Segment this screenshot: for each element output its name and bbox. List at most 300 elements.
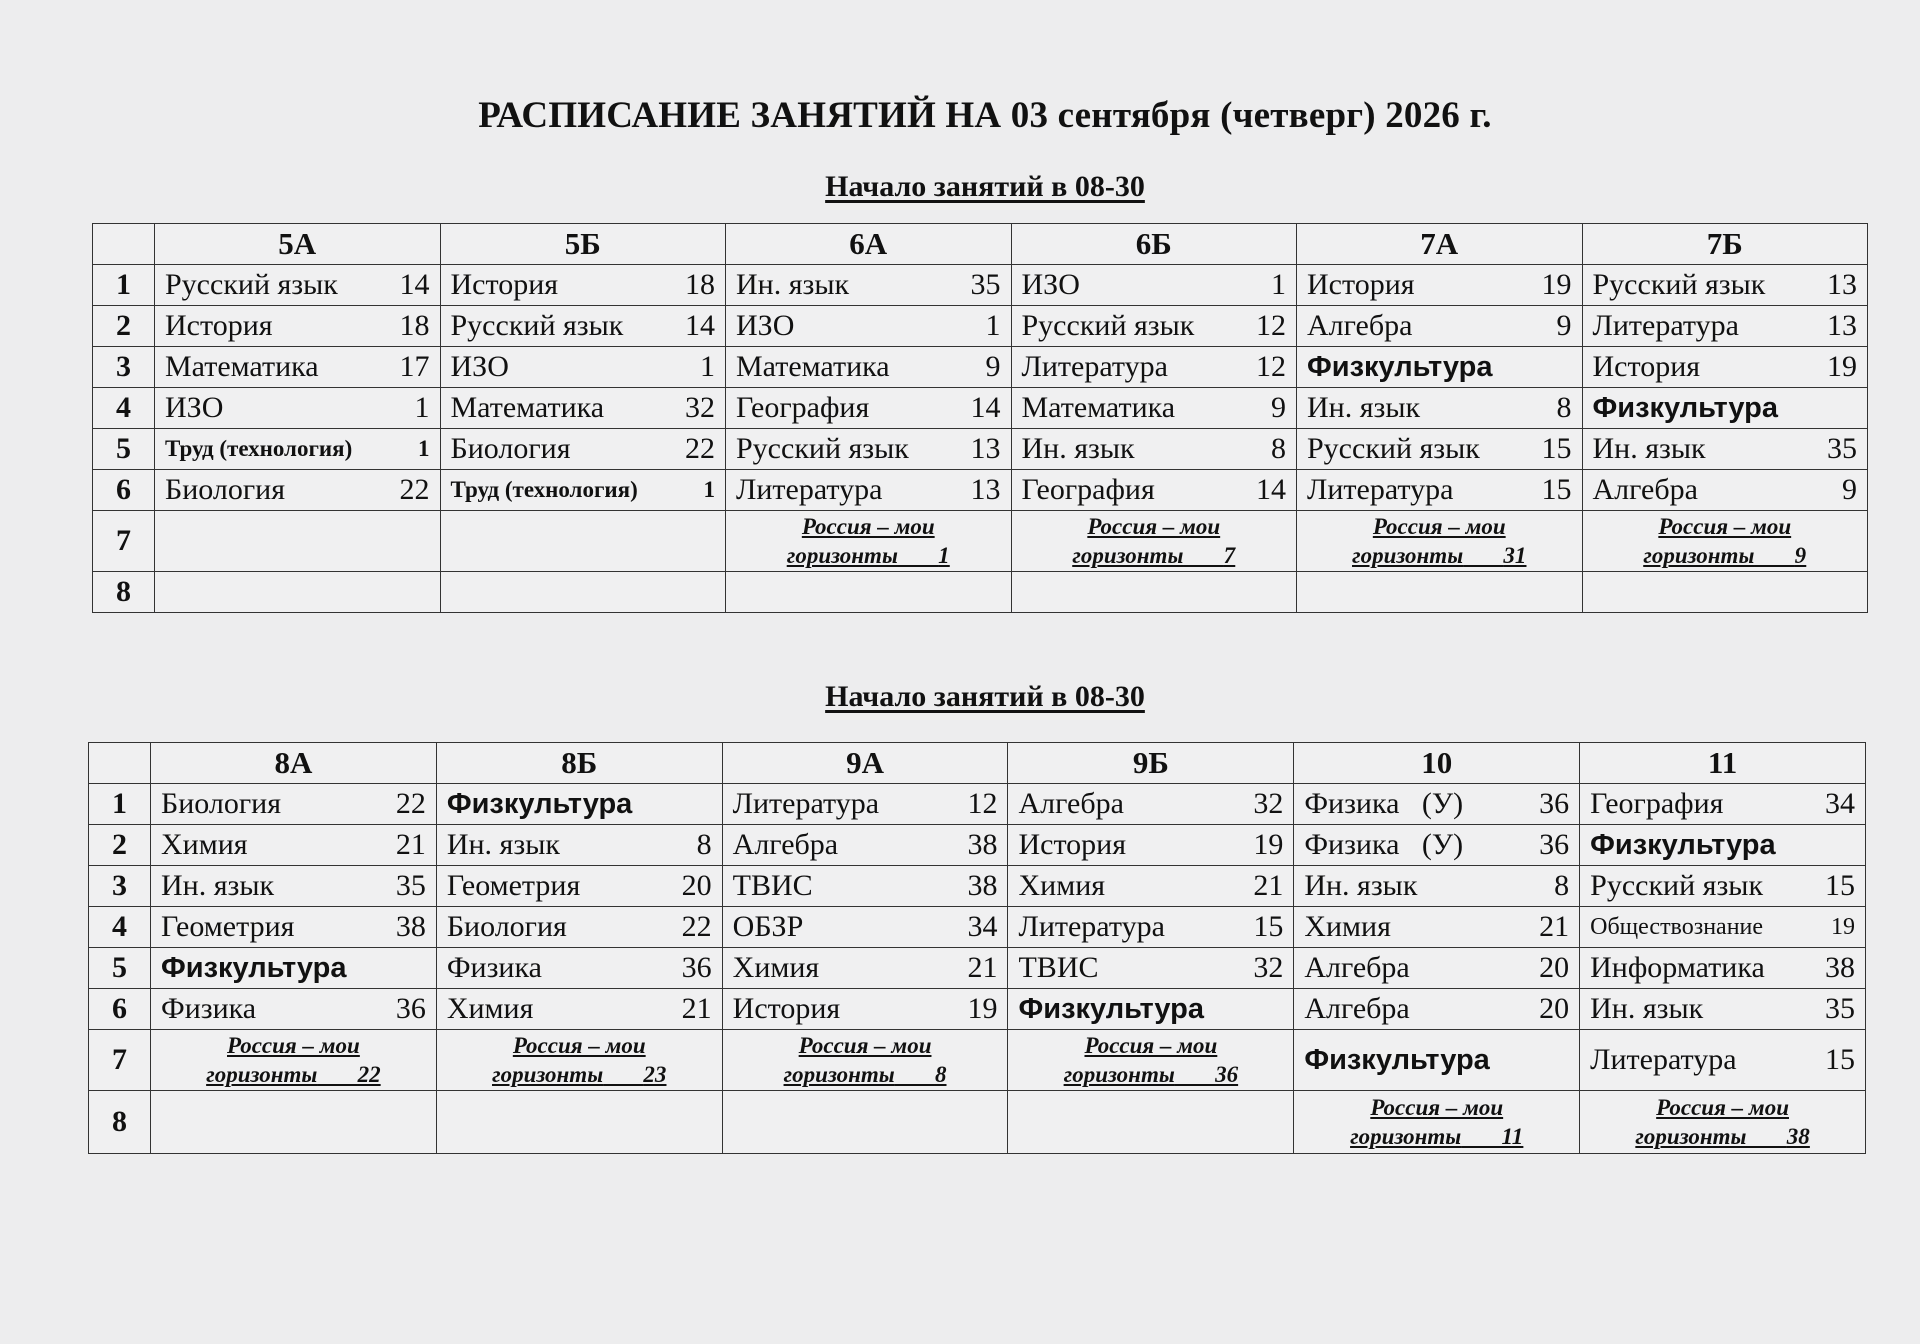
lesson-cell (436, 866, 722, 907)
subject-name: Ин. язык (1590, 992, 1704, 1025)
room-number: 22 (681, 910, 712, 943)
subject-name: Физика (446, 951, 542, 984)
room-number: 1 (414, 391, 430, 424)
subject-name: Ин. язык (161, 869, 275, 902)
lesson (1018, 869, 1283, 903)
lesson-cell (1582, 347, 1868, 388)
lesson-cell (1294, 1030, 1580, 1091)
subject-name: Русский язык (450, 309, 624, 342)
room-number: 1 (985, 309, 1001, 342)
class-header: 8А (151, 743, 437, 784)
lesson-cell (440, 388, 726, 429)
lesson-cell (1294, 784, 1580, 825)
subject-name: Литература (1018, 910, 1165, 943)
lesson-row (93, 572, 1868, 613)
lesson (447, 869, 712, 903)
subject-name: ОБЗР (732, 910, 804, 943)
room-number: 21 (395, 828, 426, 861)
subject-name: Труд (технология) (165, 436, 353, 461)
lesson (1593, 309, 1858, 343)
room-number: 14 (399, 268, 430, 301)
special-lesson-line1: Россия – мои (1656, 1095, 1789, 1120)
lesson-row (89, 948, 1866, 989)
subject-name: Алгебра (1307, 309, 1413, 342)
lesson-cell (151, 784, 437, 825)
lesson-cell (1008, 784, 1294, 825)
lesson (161, 869, 426, 903)
subject-name: ИЗО (165, 391, 224, 424)
subject-name: География (1021, 473, 1155, 506)
room-number: 21 (967, 951, 998, 984)
special-lesson-name: горизонты (1643, 543, 1755, 568)
lesson-row (93, 388, 1868, 429)
lesson (447, 828, 712, 862)
subject-name: Труд (технология) (450, 477, 638, 502)
room-number: 22 (357, 1062, 381, 1087)
lesson-cell (722, 948, 1008, 989)
subject-name: Алгебра (1018, 787, 1124, 820)
subject-name: Физкультура (1592, 391, 1778, 424)
room-number: 20 (1539, 992, 1570, 1025)
page-title: РАСПИСАНИЕ ЗАНЯТИЙ НА 03 сентября (четверг) 2026 г. (478, 95, 1492, 136)
subject-name: Алгебра (1304, 992, 1410, 1025)
special-lesson-line2 (1350, 1122, 1523, 1151)
lesson (736, 350, 1001, 384)
subject-name: Химия (1018, 869, 1106, 902)
subject-name: Алгебра (1304, 951, 1410, 984)
subject-name: Физкультура (1304, 1043, 1490, 1076)
room-number: 12 (1256, 350, 1286, 383)
lesson-cell (440, 429, 726, 470)
lesson-number: 2 (93, 306, 155, 347)
subject-name: Математика (165, 350, 319, 383)
room-number: 13 (970, 473, 1001, 506)
subject-name: Физика (У) (1304, 787, 1464, 820)
subject-name: Информатика (1590, 951, 1765, 984)
lesson-cell (440, 572, 726, 613)
lesson-number: 7 (89, 1030, 151, 1091)
room-number: 18 (399, 309, 430, 342)
room-number: 12 (967, 787, 998, 820)
room-number: 1 (700, 350, 715, 383)
lesson-cell (1294, 948, 1580, 989)
class-header: 6Б (1011, 224, 1297, 265)
lesson (1018, 828, 1283, 862)
subject-name: Алгебра (732, 828, 839, 861)
lesson (1022, 268, 1287, 302)
room-number: 1 (418, 436, 430, 461)
lesson-row (93, 429, 1868, 470)
subject-name: Геометрия (446, 869, 581, 902)
room-number: 15 (1541, 432, 1572, 465)
room-number: 11 (1501, 1124, 1524, 1149)
room-number: 36 (395, 992, 426, 1025)
lesson-cell (1008, 907, 1294, 948)
subject-name: Биология (450, 432, 571, 465)
lesson-cell (1297, 572, 1583, 613)
class-header: 10 (1294, 743, 1580, 784)
special-lesson-line2 (492, 1060, 666, 1089)
lesson (451, 391, 716, 425)
room-number: 34 (1825, 787, 1855, 820)
lesson (736, 473, 1001, 507)
lesson-cell (155, 429, 441, 470)
subject-name: Химия (446, 992, 534, 1025)
lesson-row (93, 347, 1868, 388)
lesson (1304, 992, 1569, 1026)
subject-name: История (450, 268, 559, 301)
subject-name: Ин. язык (1304, 869, 1418, 902)
lesson-row (93, 265, 1868, 306)
lesson-row (89, 866, 1866, 907)
corner-cell (93, 224, 155, 265)
lesson-cell (1011, 265, 1297, 306)
special-lesson-name: горизонты (786, 543, 898, 568)
room-number: 21 (1253, 869, 1284, 902)
lesson-cell (1011, 347, 1297, 388)
subject-name: ИЗО (450, 350, 509, 383)
room-number: 14 (1256, 473, 1286, 506)
lesson (736, 268, 1001, 302)
lesson-cell (440, 347, 726, 388)
lesson (1307, 473, 1572, 507)
start-time-label-2: Начало занятий в 08-30 (825, 680, 1145, 713)
lesson-cell (1294, 989, 1580, 1030)
lesson (1304, 951, 1569, 985)
russia-horizons-lesson (161, 1031, 426, 1089)
subject-name: Ин. язык (736, 268, 850, 301)
room-number: 18 (685, 268, 715, 301)
subject-name: Ин. язык (1307, 391, 1421, 424)
lesson (165, 391, 430, 425)
lesson (165, 268, 430, 302)
lesson (161, 910, 426, 944)
lesson-row (89, 1030, 1866, 1091)
lesson (1304, 910, 1569, 944)
subject-name: Литература (732, 787, 880, 820)
lesson (1307, 309, 1572, 343)
subject-name: ИЗО (736, 309, 795, 342)
lesson-cell (440, 470, 726, 511)
room-number: 21 (1539, 910, 1570, 943)
lesson-cell (1297, 347, 1583, 388)
russia-horizons-lesson (447, 1031, 712, 1089)
lesson-cell (436, 784, 722, 825)
subject-name: История (1592, 350, 1701, 383)
lesson-cell (1580, 989, 1866, 1030)
subject-name: Русский язык (1307, 432, 1480, 465)
lesson-cell (436, 989, 722, 1030)
lesson-cell (1297, 511, 1583, 572)
special-lesson-line1: Россия – мои (512, 1033, 646, 1058)
russia-horizons-lesson (1022, 512, 1287, 570)
subject-name: Русский язык (1021, 309, 1195, 342)
lesson-row (93, 470, 1868, 511)
special-lesson-line2 (1072, 541, 1235, 570)
room-number: 22 (399, 473, 430, 506)
lesson-number: 8 (89, 1091, 151, 1154)
lesson-cell (1580, 784, 1866, 825)
lesson-cell (726, 429, 1012, 470)
subject-name: Алгебра (1592, 473, 1698, 506)
subject-name: Химия (1304, 910, 1391, 943)
subject-name: География (1590, 787, 1724, 820)
room-number: 13 (970, 432, 1001, 465)
lesson (733, 992, 998, 1026)
class-header: 5А (155, 224, 441, 265)
room-number: 19 (1541, 268, 1572, 301)
room-number: 34 (967, 910, 998, 943)
lesson-cell (155, 347, 441, 388)
subject-name: Литература (1307, 473, 1454, 506)
room-number: 17 (399, 350, 430, 383)
lesson-cell (1008, 866, 1294, 907)
lesson (1304, 869, 1569, 903)
lesson (733, 869, 998, 903)
lesson-cell (726, 511, 1012, 572)
room-number: 1 (703, 477, 715, 502)
lesson-cell (1580, 1091, 1866, 1154)
room-number: 38 (395, 910, 426, 943)
lesson (733, 951, 998, 985)
lesson-cell (440, 511, 726, 572)
lesson-cell (155, 470, 441, 511)
lesson (1018, 910, 1283, 944)
lesson-number: 4 (89, 907, 151, 948)
room-number: 35 (1825, 992, 1855, 1025)
corner-cell (89, 743, 151, 784)
lesson (451, 268, 716, 302)
russia-horizons-lesson (1593, 512, 1858, 570)
room-number: 36 (1215, 1062, 1239, 1087)
subject-name: Физкультура (161, 951, 347, 984)
special-lesson-name: горизонты (206, 1062, 318, 1087)
subject-name: Русский язык (1590, 869, 1764, 902)
subject-name: Русский язык (165, 268, 338, 301)
lesson-cell (440, 306, 726, 347)
room-number: 22 (395, 787, 426, 820)
special-lesson-line2 (1635, 1122, 1809, 1151)
lesson-cell (155, 265, 441, 306)
lesson-number: 3 (93, 347, 155, 388)
lesson-cell (151, 1030, 437, 1091)
special-lesson-line2 (1064, 1060, 1238, 1089)
lesson (1307, 391, 1572, 425)
lesson (161, 952, 426, 985)
subject-name: Биология (161, 787, 282, 820)
lesson-cell (1011, 306, 1297, 347)
lesson-number: 4 (93, 388, 155, 429)
lesson-cell (1582, 511, 1868, 572)
lesson-cell (1011, 572, 1297, 613)
lesson (1590, 1043, 1855, 1077)
room-number: 21 (681, 992, 712, 1025)
subject-name: Химия (161, 828, 248, 861)
subject-name: Физкультура (1018, 992, 1204, 1025)
room-number: 19 (967, 992, 998, 1025)
subject-name: Обществознание (1590, 913, 1764, 940)
lesson-cell (1297, 470, 1583, 511)
lesson (1593, 392, 1858, 425)
lesson-cell (436, 1030, 722, 1091)
room-number: 8 (1556, 391, 1572, 424)
lesson-cell (726, 347, 1012, 388)
lesson-cell (1294, 866, 1580, 907)
class-header: 7А (1297, 224, 1583, 265)
lesson (1022, 350, 1287, 384)
lesson (1590, 951, 1855, 985)
lesson (733, 910, 998, 944)
lesson (1307, 432, 1572, 466)
subject-name: Физкультура (1307, 350, 1493, 383)
lesson-cell (1580, 825, 1866, 866)
room-number: 13 (1827, 268, 1857, 301)
subject-name: Геометрия (161, 910, 295, 943)
room-number: 15 (1825, 1043, 1855, 1076)
subject-name: История (1018, 828, 1127, 861)
subject-name: ТВИС (732, 869, 813, 902)
lesson-row (89, 1091, 1866, 1154)
subject-name: Литература (1590, 1043, 1737, 1076)
room-number: 35 (970, 268, 1001, 301)
subject-name: География (736, 391, 870, 424)
lesson-cell (722, 825, 1008, 866)
start-time-label-1: Начало занятий в 08-30 (825, 170, 1145, 203)
class-header: 7Б (1582, 224, 1868, 265)
subject-name: Химия (732, 951, 820, 984)
lesson-cell (726, 572, 1012, 613)
room-number: 19 (1253, 828, 1284, 861)
lesson-cell (1011, 429, 1297, 470)
lesson-cell (1580, 1030, 1866, 1091)
lesson-cell (1294, 1091, 1580, 1154)
lesson (161, 787, 426, 821)
lesson (451, 432, 716, 466)
subject-name: ИЗО (1021, 268, 1080, 301)
lesson (161, 828, 426, 862)
lesson (1022, 309, 1287, 343)
room-number: 15 (1253, 910, 1284, 943)
lesson-cell (722, 1030, 1008, 1091)
lesson-cell (1294, 825, 1580, 866)
lesson (451, 477, 716, 503)
lesson-row (89, 989, 1866, 1030)
special-lesson-line2 (1352, 541, 1526, 570)
lesson-cell (726, 306, 1012, 347)
lesson (447, 951, 712, 985)
subject-name: Литература (736, 473, 883, 506)
class-header: 11 (1580, 743, 1866, 784)
lesson (1307, 268, 1572, 302)
special-lesson-line1: Россия – мои (1372, 514, 1506, 539)
lesson (1593, 350, 1858, 384)
special-lesson-line2 (787, 541, 950, 570)
subject-name: Литература (1021, 350, 1168, 383)
lesson (1590, 869, 1855, 903)
lesson (1304, 787, 1569, 821)
room-number: 23 (643, 1062, 667, 1087)
special-lesson-line1: Россия – мои (1084, 1033, 1218, 1058)
lesson (1022, 391, 1287, 425)
lesson-cell (1297, 388, 1583, 429)
lesson-cell (726, 265, 1012, 306)
room-number: 36 (1539, 787, 1570, 820)
lesson (1304, 828, 1569, 862)
lesson-row (93, 306, 1868, 347)
room-number: 32 (685, 391, 715, 424)
room-number: 9 (1794, 543, 1807, 568)
room-number: 38 (967, 869, 998, 902)
lesson-cell (155, 572, 441, 613)
special-lesson-name: горизонты (783, 1062, 895, 1087)
special-lesson-line2 (1643, 541, 1806, 570)
room-number: 1 (938, 543, 950, 568)
lesson-number: 6 (89, 989, 151, 1030)
subject-name: Математика (1021, 391, 1176, 424)
special-lesson-name: горизонты (1063, 1062, 1175, 1087)
room-number: 36 (681, 951, 712, 984)
lesson-cell (1008, 825, 1294, 866)
room-number: 31 (1503, 543, 1527, 568)
room-number: 36 (1539, 828, 1570, 861)
lesson-number: 1 (89, 784, 151, 825)
lesson-cell (1011, 470, 1297, 511)
room-number: 38 (967, 828, 998, 861)
room-number: 19 (1827, 350, 1857, 383)
lesson-number: 3 (89, 866, 151, 907)
lesson-cell (436, 825, 722, 866)
lesson-cell (1582, 265, 1868, 306)
subject-name: Ин. язык (1592, 432, 1706, 465)
lesson-cell (151, 989, 437, 1030)
room-number: 32 (1253, 951, 1284, 984)
class-header: 8Б (436, 743, 722, 784)
room-number: 7 (1223, 543, 1236, 568)
lesson-cell (1011, 511, 1297, 572)
header-row (93, 224, 1868, 265)
lesson-cell (151, 1091, 437, 1154)
lesson-cell (1297, 306, 1583, 347)
special-lesson-name: горизонты (1635, 1124, 1747, 1149)
lesson (1593, 473, 1858, 507)
russia-horizons-lesson (1304, 1093, 1569, 1151)
room-number: 9 (1556, 309, 1572, 342)
subject-name: Биология (446, 910, 567, 943)
lesson-cell (1582, 388, 1868, 429)
lesson (1590, 829, 1855, 862)
room-number: 19 (1831, 913, 1855, 940)
lesson-cell (155, 306, 441, 347)
subject-name: Физика (161, 992, 257, 1025)
room-number: 35 (1827, 432, 1857, 465)
lesson-cell (1580, 907, 1866, 948)
lesson-cell (1011, 388, 1297, 429)
lesson-cell (1297, 265, 1583, 306)
class-header: 6А (726, 224, 1012, 265)
subject-name: ТВИС (1018, 951, 1099, 984)
lesson (1018, 787, 1283, 821)
russia-horizons-lesson (1590, 1093, 1855, 1151)
lesson-row (93, 511, 1868, 572)
lesson (733, 828, 998, 862)
class-header: 5Б (440, 224, 726, 265)
lesson (1307, 351, 1572, 384)
lesson-cell (1008, 948, 1294, 989)
lesson (736, 309, 1001, 343)
russia-horizons-lesson (736, 512, 1001, 570)
lesson-cell (151, 907, 437, 948)
header-row (89, 743, 1866, 784)
